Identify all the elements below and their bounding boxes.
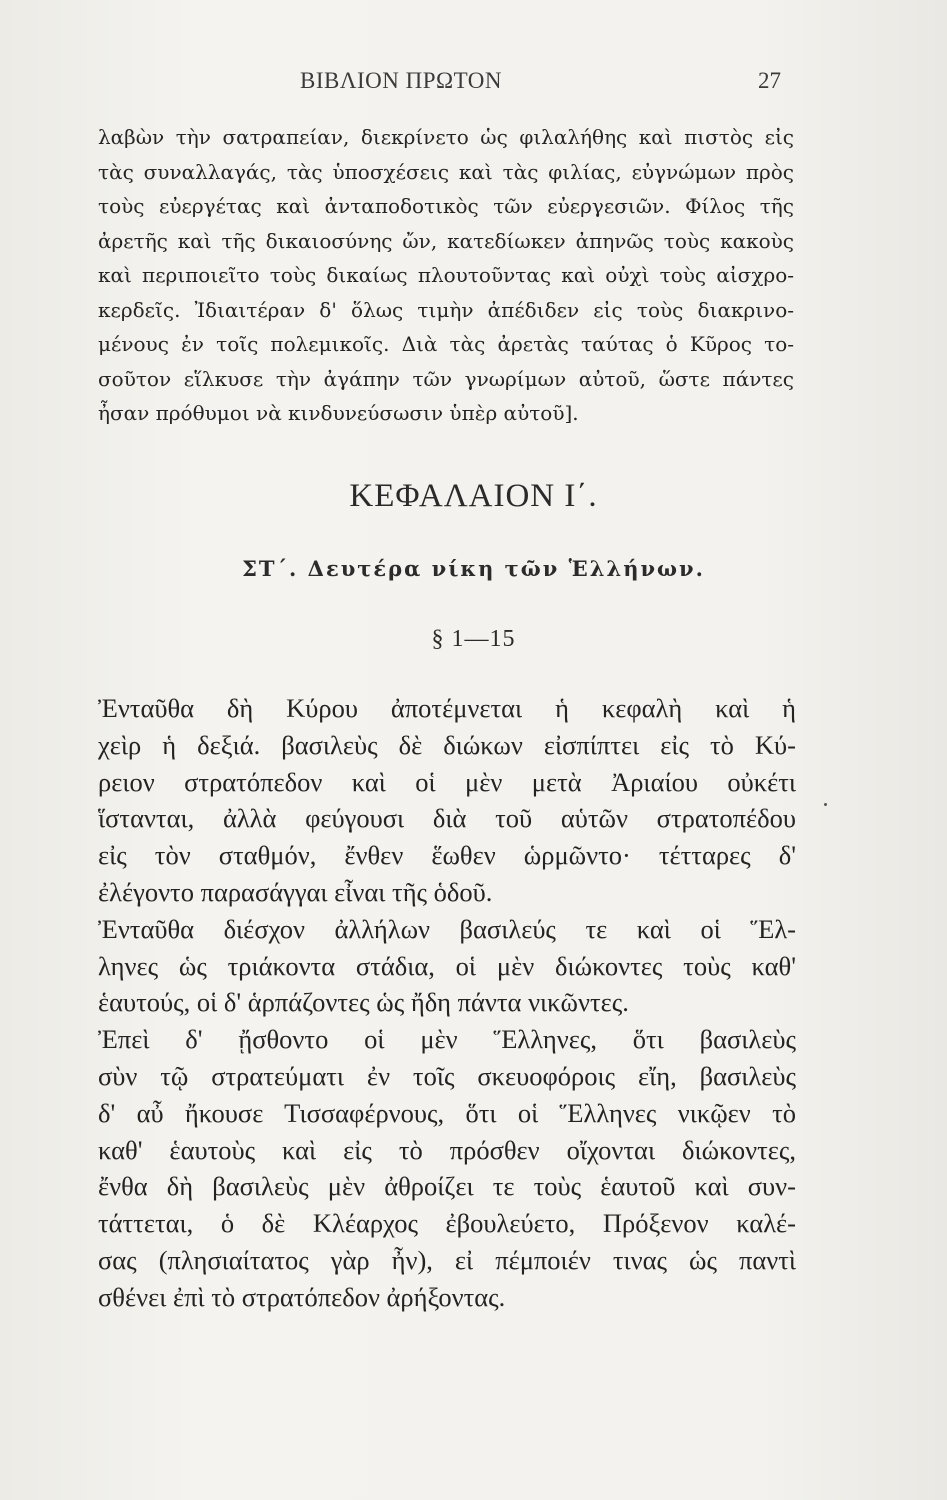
- page-number: 27: [758, 68, 781, 93]
- intro-line: μένους ἐν τοῖς πολεμικοῖς. Διὰ τὰς ἀρετὰς ταύτας ὁ Κῦρος το-: [98, 332, 794, 356]
- text-line: χεὶρ ἡ δεξιά. βασιλεὺς δὲ διώκων εἰσπίπτει εἰς τὸ Κύ-: [98, 729, 796, 760]
- intro-line: ἀρετῆς καὶ τῆς δικαιοσύνης ὤν, κατεδίωκεν ἀπηνῶς τοὺς κακοὺς: [98, 228, 794, 253]
- text-line: τάττεται, ὁ δὲ Κλέαρχος ἐβουλεύετο, Πρόξενον καλέ-: [98, 1208, 796, 1239]
- text-line: ἔνθα δὴ βασιλεὺς μὲν ἀθροίζει τε τοὺς ἑαυτοῦ καὶ συν-: [98, 1171, 796, 1202]
- text-line: σὺν τῷ στρατεύματι ἐν τοῖς σκευοφόροις εἴη, βασιλεὺς: [98, 1060, 796, 1091]
- running-head: ΒΙΒΛΙΟΝ ΠΡΩΤΟΝ: [300, 68, 502, 93]
- text-line: σας (πλησιαίτατος γὰρ ἦν), εἰ πέμποιέν τινας ὡς παντὶ: [98, 1244, 796, 1275]
- introduction-paragraph: [98, 120, 794, 431]
- ink-speck: [824, 803, 827, 806]
- text-line: ρειον στρατόπεδον καὶ οἱ μὲν μετὰ Ἀριαίου οὐκέτι: [98, 766, 796, 797]
- chapter-title: ΚΕΦΑΛΑΙΟΝ Ι΄.: [349, 478, 598, 514]
- text-line: Ἐνταῦθα διέσχον ἀλλήλων βασιλεύς τε καὶ οἱ Ἕλ-: [98, 913, 796, 944]
- text-line: ἑαυτούς, οἱ δ' ἁρπάζοντες ὡς ἤδη πάντα νικῶντες.: [98, 987, 629, 1018]
- intro-line: σοῦτον εἵλκυσε τὴν ἀγάπην τῶν γνωρίμων αὐτοῦ, ὥστε πάντες: [98, 366, 794, 391]
- text-line: Ἐπεὶ δ' ᾔσθοντο οἱ μὲν Ἕλληνες, ὅτι βασιλεὺς: [98, 1024, 796, 1055]
- greek-text-body: [98, 690, 796, 1316]
- intro-line: κερδεῖς. Ἰδιαιτέραν δ' ὅλως τιμὴν ἀπέδιδεν εἰς τοὺς διακρινο-: [98, 297, 794, 322]
- text-line: δ' αὖ ἤκουσε Τισσαφέρνους, ὅτι οἱ Ἕλληνες νικῷεν τὸ: [98, 1097, 796, 1128]
- intro-line: τὰς συναλλαγάς, τὰς ὑποσχέσεις καὶ τὰς φιλίας, εὐγνώμων πρὸς: [98, 159, 794, 184]
- text-line: Ἐνταῦθα δὴ Κύρου ἀποτέμνεται ἡ κεφαλὴ καὶ ἡ: [98, 693, 796, 723]
- text-line: ἐλέγοντο παρασάγγαι εἶναι τῆς ὁδοῦ.: [98, 876, 493, 907]
- section-title: ΣΤ΄. Δευτέρα νίκη τῶν Ἑλλήνων.: [242, 556, 705, 581]
- page-header: [0, 68, 947, 108]
- text-line: εἰς τὸν σταθμόν, ἔνθεν ἕωθεν ὡρμῶντο· τέτταρες δ': [98, 840, 796, 871]
- text-line: καθ' ἑαυτοὺς καὶ εἰς τὸ πρόσθεν οἴχονται διώκοντες,: [98, 1134, 796, 1165]
- paragraph-reference: § 1—15: [431, 626, 516, 652]
- text-line: ἵστανται, ἀλλὰ φεύγουσι διὰ τοῦ αὑτῶν στρατοπέδου: [98, 803, 796, 834]
- intro-line: ἦσαν πρόθυμοι νὰ κινδυνεύσωσιν ὑπὲρ αὐτοῦ].: [98, 401, 579, 425]
- text-line: ληνες ὡς τριάκοντα στάδια, οἱ μὲν διώκοντες τοὺς καθ': [98, 950, 796, 981]
- intro-line: λαβὼν τὴν σατραπείαν, διεκρίνετο ὡς φιλαλήθης καὶ πιστὸς εἰς: [98, 125, 794, 149]
- intro-line: τοὺς εὐεργέτας καὶ ἀνταποδοτικὸς τῶν εὐεργεσιῶν. Φίλος τῆς: [98, 194, 794, 218]
- intro-line: καὶ περιποιεῖτο τοὺς δικαίως πλουτοῦντας καὶ οὐχὶ τοὺς αἰσχρο-: [98, 263, 794, 287]
- text-line: σθένει ἐπὶ τὸ στρατόπεδον ἀρήξοντας.: [98, 1281, 506, 1312]
